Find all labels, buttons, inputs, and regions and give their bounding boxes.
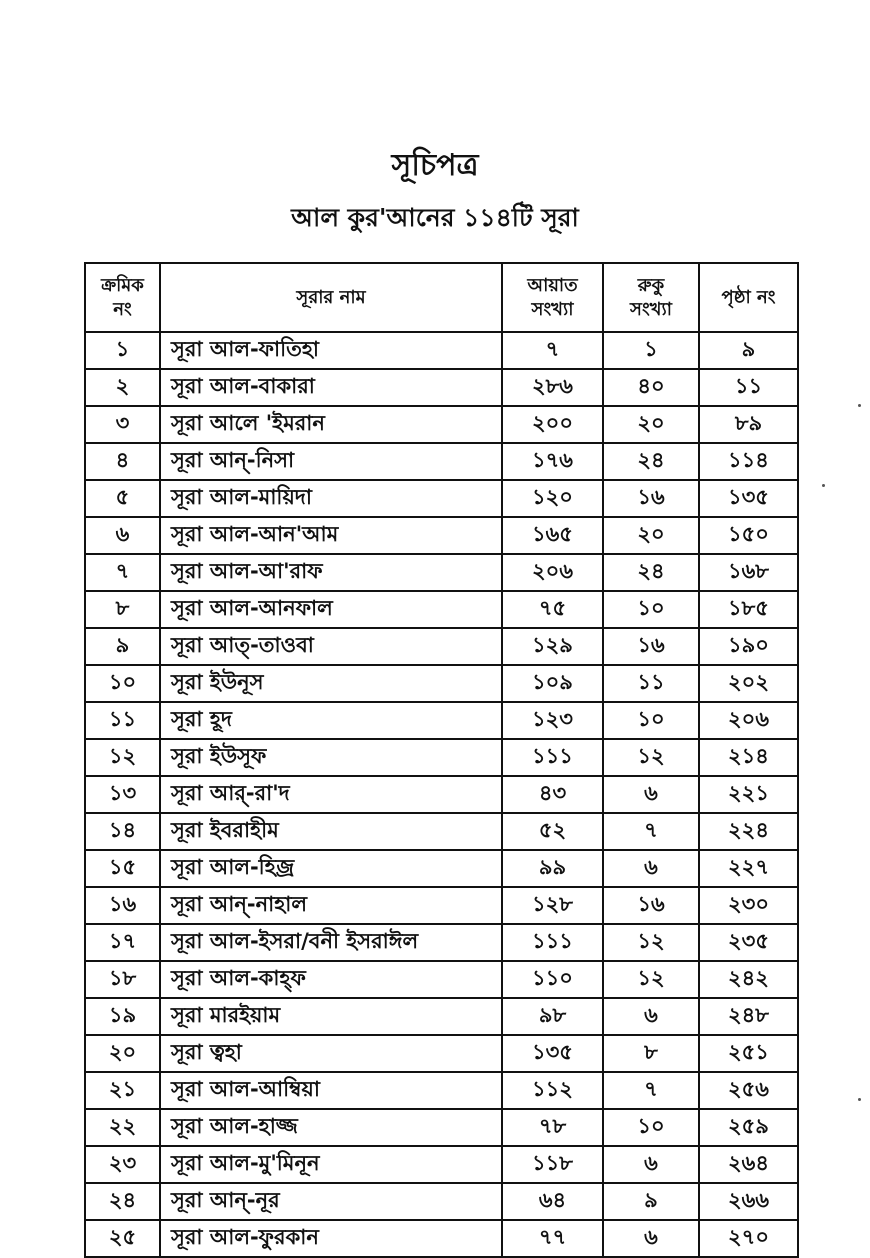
cell-ayat-count: ৭৭	[502, 1220, 603, 1257]
cell-page-number: ১৯০	[699, 628, 798, 665]
page-subtitle: আল কুর'আনের ১১৪টি সূরা	[291, 203, 579, 232]
cell-ruku-count: ১০	[603, 591, 699, 628]
table-row	[85, 665, 798, 702]
table-row	[85, 517, 798, 554]
cell-serial: ২	[85, 369, 160, 406]
cell-surah-name: সূরা আলে 'ইমরান	[160, 406, 502, 443]
cell-ruku-count: ৬	[603, 998, 699, 1035]
cell-surah-name: সূরা আল-ফাতিহা	[160, 332, 502, 369]
header-name: সূরার নাম	[160, 263, 502, 332]
cell-ayat-count: ১১০	[502, 961, 603, 998]
header-serial-line-1: ক্রমিক	[101, 274, 144, 296]
cell-ruku-count: ৭	[603, 813, 699, 850]
cell-surah-name: সূরা আল-ফুরকান	[160, 1220, 502, 1257]
cell-serial: ১৫	[85, 850, 160, 887]
cell-page-number: ৮৯	[699, 406, 798, 443]
cell-surah-name: সূরা আন্-নিসা	[160, 443, 502, 480]
cell-surah-name: সূরা আর্-রা'দ	[160, 776, 502, 813]
cell-ayat-count: ৯৮	[502, 998, 603, 1035]
cell-serial: ১৪	[85, 813, 160, 850]
cell-ruku-count: ২০	[603, 517, 699, 554]
cell-surah-name: সূরা আল-কাহ্ফ	[160, 961, 502, 998]
cell-surah-name: সূরা মারইয়াম	[160, 998, 502, 1035]
cell-page-number: ১১৪	[699, 443, 798, 480]
cell-ayat-count: ৪৩	[502, 776, 603, 813]
cell-ruku-count: ৭	[603, 1072, 699, 1109]
cell-serial: ১৯	[85, 998, 160, 1035]
cell-ayat-count: ১২৯	[502, 628, 603, 665]
cell-serial: ১৬	[85, 887, 160, 924]
cell-page-number: ২২৪	[699, 813, 798, 850]
table-row	[85, 1072, 798, 1109]
cell-surah-name: সূরা ইউনূস	[160, 665, 502, 702]
header-ayat	[502, 263, 603, 332]
cell-page-number: ২২১	[699, 776, 798, 813]
cell-page-number: ২২৭	[699, 850, 798, 887]
cell-surah-name: সূরা আন্-নূর	[160, 1183, 502, 1220]
cell-page-number: ২৩৫	[699, 924, 798, 961]
cell-ayat-count: ১৬৫	[502, 517, 603, 554]
cell-ruku-count: ২৪	[603, 443, 699, 480]
cell-ruku-count: ৬	[603, 1146, 699, 1183]
cell-serial: ৮	[85, 591, 160, 628]
cell-ayat-count: ৭৮	[502, 1109, 603, 1146]
cell-serial: ১	[85, 332, 160, 369]
cell-ruku-count: ১২	[603, 961, 699, 998]
cell-ayat-count: ২০০	[502, 406, 603, 443]
cell-ruku-count: ১০	[603, 1109, 699, 1146]
cell-page-number: ১৬৮	[699, 554, 798, 591]
cell-surah-name: সূরা ইউসূফ	[160, 739, 502, 776]
cell-surah-name: সূরা হূদ	[160, 702, 502, 739]
cell-surah-name: সূরা আল-হিজ্র	[160, 850, 502, 887]
cell-ayat-count: ১১১	[502, 924, 603, 961]
cell-surah-name: সূরা আল-মায়িদা	[160, 480, 502, 517]
cell-surah-name: সূরা ত্বহা	[160, 1035, 502, 1072]
cell-surah-name: সূরা ইবরাহীম	[160, 813, 502, 850]
table-body	[85, 332, 798, 1257]
table-row	[85, 1109, 798, 1146]
cell-ruku-count: ৯	[603, 1183, 699, 1220]
table-row	[85, 1183, 798, 1220]
cell-serial: ২১	[85, 1072, 160, 1109]
header-ayat-line-1: আয়াত	[527, 274, 578, 296]
cell-ayat-count: ১২৩	[502, 702, 603, 739]
cell-surah-name: সূরা আল-আনফাল	[160, 591, 502, 628]
table-row	[85, 998, 798, 1035]
cell-ruku-count: ২০	[603, 406, 699, 443]
cell-ayat-count: ১১৮	[502, 1146, 603, 1183]
cell-page-number: ২০৬	[699, 702, 798, 739]
cell-surah-name: সূরা আল-ইসরা/বনী ইসরাঈল	[160, 924, 502, 961]
cell-ayat-count: ২৮৬	[502, 369, 603, 406]
cell-serial: ৩	[85, 406, 160, 443]
scan-speck	[822, 484, 825, 487]
cell-ayat-count: ১৭৬	[502, 443, 603, 480]
cell-ruku-count: ১০	[603, 702, 699, 739]
surah-table	[84, 262, 799, 1258]
header-ruku-line-2: সংখ্যা	[630, 298, 672, 320]
table-row	[85, 924, 798, 961]
cell-serial: ২৫	[85, 1220, 160, 1257]
table-row	[85, 480, 798, 517]
cell-page-number: ২৪৮	[699, 998, 798, 1035]
cell-serial: ১০	[85, 665, 160, 702]
cell-page-number: ২৫৯	[699, 1109, 798, 1146]
cell-surah-name: সূরা আল-হাজ্জ	[160, 1109, 502, 1146]
cell-surah-name: সূরা আল-আম্বিয়া	[160, 1072, 502, 1109]
table-row	[85, 369, 798, 406]
cell-ruku-count: ১৬	[603, 480, 699, 517]
cell-page-number: ২৩০	[699, 887, 798, 924]
table-header-row	[85, 263, 798, 332]
table-row	[85, 332, 798, 369]
cell-ayat-count: ৬৪	[502, 1183, 603, 1220]
cell-page-number: ১১	[699, 369, 798, 406]
cell-serial: ২৪	[85, 1183, 160, 1220]
cell-ruku-count: ৮	[603, 1035, 699, 1072]
table-row	[85, 1146, 798, 1183]
table-row	[85, 628, 798, 665]
cell-page-number: ২৫১	[699, 1035, 798, 1072]
cell-ruku-count: ১২	[603, 739, 699, 776]
cell-ruku-count: ৬	[603, 1220, 699, 1257]
table-row	[85, 443, 798, 480]
cell-ruku-count: ৪০	[603, 369, 699, 406]
cell-surah-name: সূরা আল-বাকারা	[160, 369, 502, 406]
cell-serial: ২০	[85, 1035, 160, 1072]
cell-serial: ১২	[85, 739, 160, 776]
cell-ayat-count: ২০৬	[502, 554, 603, 591]
cell-page-number: ২১৪	[699, 739, 798, 776]
table-row	[85, 702, 798, 739]
header-page: পৃষ্ঠা নং	[699, 263, 798, 332]
cell-page-number: ২৭০	[699, 1220, 798, 1257]
cell-serial: ৫	[85, 480, 160, 517]
cell-serial: ৭	[85, 554, 160, 591]
cell-surah-name: সূরা আল-আন'আম	[160, 517, 502, 554]
cell-page-number: ১৫০	[699, 517, 798, 554]
cell-ruku-count: ১	[603, 332, 699, 369]
table-row	[85, 591, 798, 628]
header-serial-line-2: নং	[113, 298, 132, 320]
cell-ayat-count: ১৩৫	[502, 1035, 603, 1072]
cell-ayat-count: ১০৯	[502, 665, 603, 702]
cell-page-number: ২৬৪	[699, 1146, 798, 1183]
table-row	[85, 813, 798, 850]
cell-surah-name: সূরা আত্-তাওবা	[160, 628, 502, 665]
cell-serial: ৬	[85, 517, 160, 554]
cell-ruku-count: ১১	[603, 665, 699, 702]
cell-page-number: ২৪২	[699, 961, 798, 998]
table-row	[85, 554, 798, 591]
cell-ayat-count: ১১২	[502, 1072, 603, 1109]
cell-ruku-count: ৬	[603, 776, 699, 813]
cell-ayat-count: ১২০	[502, 480, 603, 517]
cell-ruku-count: ২৪	[603, 554, 699, 591]
cell-ruku-count: ৬	[603, 850, 699, 887]
scan-speck	[858, 1098, 861, 1101]
page-title: সূচিপত্র	[391, 148, 479, 183]
cell-page-number: ২৫৬	[699, 1072, 798, 1109]
header-ruku	[603, 263, 699, 332]
table-row	[85, 776, 798, 813]
cell-ayat-count: ৯৯	[502, 850, 603, 887]
table-row	[85, 1220, 798, 1257]
cell-ruku-count: ১৬	[603, 628, 699, 665]
cell-serial: ১৭	[85, 924, 160, 961]
cell-surah-name: সূরা আল-মু'মিনূন	[160, 1146, 502, 1183]
cell-serial: ১৮	[85, 961, 160, 998]
table-row	[85, 850, 798, 887]
cell-ayat-count: ৭৫	[502, 591, 603, 628]
cell-ayat-count: ১২৮	[502, 887, 603, 924]
cell-page-number: ২৬৬	[699, 1183, 798, 1220]
cell-ruku-count: ১২	[603, 924, 699, 961]
header-ayat-line-2: সংখ্যা	[531, 298, 574, 320]
cell-ayat-count: ৫২	[502, 813, 603, 850]
cell-page-number: ১৮৫	[699, 591, 798, 628]
cell-page-number: ২০২	[699, 665, 798, 702]
cell-serial: ১১	[85, 702, 160, 739]
cell-page-number: ১৩৫	[699, 480, 798, 517]
table-row	[85, 961, 798, 998]
cell-serial: ১৩	[85, 776, 160, 813]
table-row	[85, 887, 798, 924]
scan-speck	[858, 404, 861, 407]
header-ruku-line-1: রুকু	[637, 274, 665, 296]
cell-surah-name: সূরা আন্-নাহাল	[160, 887, 502, 924]
cell-ayat-count: ৭	[502, 332, 603, 369]
cell-serial: ৪	[85, 443, 160, 480]
cell-surah-name: সূরা আল-আ'রাফ	[160, 554, 502, 591]
cell-ruku-count: ১৬	[603, 887, 699, 924]
cell-serial: ২২	[85, 1109, 160, 1146]
cell-serial: ৯	[85, 628, 160, 665]
table-row	[85, 1035, 798, 1072]
cell-ayat-count: ১১১	[502, 739, 603, 776]
header-serial	[85, 263, 160, 332]
cell-page-number: ৯	[699, 332, 798, 369]
table-row	[85, 406, 798, 443]
table-row	[85, 739, 798, 776]
cell-serial: ২৩	[85, 1146, 160, 1183]
